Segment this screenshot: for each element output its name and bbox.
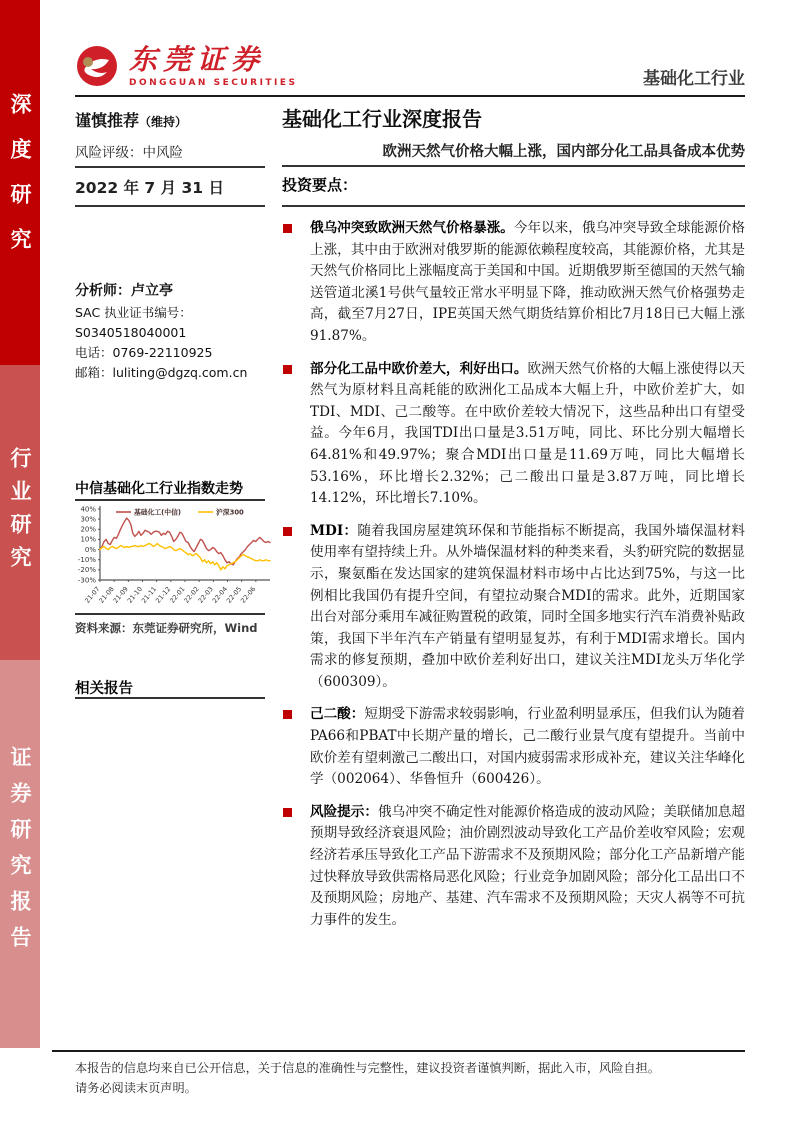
sac-label: SAC 执业证书编号： (75, 305, 192, 320)
sidebar-section-label: 深度研究 (8, 92, 32, 273)
sidebar-section-2 (0, 660, 40, 1048)
industry-tag: 基础化工行业 (643, 69, 745, 89)
related-reports-divider (75, 697, 265, 699)
key-point-text: 今年以来，俄乌冲突导致全球能源价格上涨，其中由于欧洲对俄罗斯的能源依赖程度较高，其能源价格，尤其是天然气价格同比上涨幅度高于美国和中国。近期俄罗斯至德国的天然气输送管道北溪1号供气量较正常水平明显下降，推动欧洲天然气价格强势走高，截至7月27日，IPE英国天然气期货结算价相比7月18日已大幅上涨91.87%。 (310, 220, 745, 344)
key-point-lead: 己二酸： (310, 706, 365, 723)
key-point-0 (282, 218, 745, 348)
related-reports-heading: 相关报告 (75, 681, 133, 697)
key-points-heading: 投资要点： (282, 176, 358, 194)
svg-text:22-06: 22-06 (239, 585, 258, 605)
key-point-text: 俄乌冲突不确定性对能源价格造成的波动风险；美联储加息超预期导致经济衰退风险；油价剧烈波动导致化工产品价差收窄风险；宏观经济若承压导致化工产品下游需求不及预期风险；部分化工产品新增产能过快释放导致供需格局恶化风险；行业竞争加剧风险；部分化工品出口不及预期风险；房地产、基建、汽车需求不及预期风险；天灾人祸等不可抗力事件的发生。 (310, 803, 745, 928)
key-point-lead: 部分化工品中欧价差大，利好出口。 (310, 360, 528, 377)
rating-suffix: （维持） (139, 115, 188, 129)
sidebar-section-0 (0, 0, 40, 365)
chart-title: 中信基础化工行业指数走势 (75, 481, 243, 497)
key-point-text: 短期受下游需求较弱影响，行业盈利明显承压，但我们认为随着PA66和PBAT中长期产量的增长，己二酸行业景气度有望提升。当前中欧价差有望刺激己二酸出口，对国内疲弱需求形成补充，建议关注华峰化学（002064）、华鲁恒升（600426）。 (310, 706, 745, 788)
sidebar (0, 0, 40, 1048)
key-point-lead: 俄乌冲突致欧洲天然气价格暴涨。 (310, 220, 514, 236)
svg-text:21-12: 21-12 (154, 585, 173, 605)
brand-name-en: DONGGUAN SECURITIES (129, 78, 298, 88)
analyst-name: 分析师：卢立亭 (75, 283, 173, 299)
footer-line-2: 请务必阅读末页声明。 (75, 1081, 197, 1095)
report-date: 2022 年 7 月 31 日 (75, 179, 224, 197)
sidebar-section-label: 证券研究报告 (8, 746, 32, 962)
svg-text:沪深300: 沪深300 (216, 508, 244, 517)
report-title: 基础化工行业深度报告 (282, 107, 482, 131)
sidebar-section-1 (0, 365, 40, 660)
svg-text:40%: 40% (80, 505, 96, 514)
svg-text:20%: 20% (80, 525, 96, 534)
rating-label: 谨慎推荐 (75, 111, 140, 130)
key-point-lead: MDI： (310, 522, 358, 539)
footer-divider (52, 1050, 745, 1052)
bullet-square-icon (283, 224, 292, 233)
key-point-lead: 风险提示： (310, 803, 378, 820)
brand-logo-icon (75, 44, 119, 88)
svg-text:22-05: 22-05 (224, 585, 244, 605)
bullet-square-icon (283, 808, 292, 817)
brand-name-cn: 东莞证券 (129, 43, 266, 76)
key-point-3 (282, 704, 745, 790)
brand-logo (75, 44, 298, 88)
svg-text:21-09: 21-09 (111, 585, 130, 605)
chart-divider-bottom (75, 613, 265, 615)
risk-level: 风险评级：中风险 (75, 145, 183, 161)
svg-text:22-03: 22-03 (196, 585, 215, 605)
report-subtitle: 欧洲天然气价格大幅上涨，国内部分化工品具备成本优势 (382, 144, 745, 160)
svg-text:22-04: 22-04 (210, 585, 230, 605)
svg-text:10%: 10% (80, 535, 96, 544)
header-divider (75, 95, 745, 97)
analyst-block (75, 281, 247, 383)
sac-number: S0340518040001 (75, 325, 187, 340)
svg-text:21-08: 21-08 (97, 585, 116, 605)
index-line-chart (70, 502, 275, 616)
svg-text:22-02: 22-02 (182, 585, 201, 605)
chart-source: 资料来源：东莞证券研究所，Wind (75, 621, 258, 635)
left-divider-1 (75, 166, 265, 168)
bullet-square-icon (283, 527, 292, 536)
analyst-phone: 电话：0769-22110925 (75, 345, 213, 360)
svg-text:-20%: -20% (77, 566, 96, 575)
main-divider-1 (282, 165, 745, 167)
key-point-2 (282, 521, 745, 694)
svg-text:30%: 30% (80, 515, 96, 524)
left-divider-2 (75, 205, 265, 207)
main-divider-2 (282, 205, 745, 207)
rating (75, 108, 187, 131)
svg-text:21-07: 21-07 (83, 585, 102, 605)
svg-text:21-11: 21-11 (139, 585, 159, 605)
svg-text:0%: 0% (84, 545, 96, 554)
key-point-1 (282, 359, 745, 510)
bullet-list (282, 218, 745, 942)
bullet-square-icon (283, 710, 292, 719)
key-point-4 (282, 802, 745, 932)
analyst-email: 邮箱：luliting@dgzq.com.cn (75, 365, 248, 380)
footer-line-1: 本报告的信息均来自已公开信息，关于信息的准确性与完整性，建议投资者谨慎判断，据此入市，风险自担。 (75, 1061, 660, 1075)
sidebar-section-label: 行业研究 (8, 446, 32, 579)
key-point-text: 随着我国房屋建筑环保和节能指标不断提高，我国外墙保温材料使用率有望持续上升。从外墙保温材料的种类来看，头豹研究院的数据显示，聚氨酯在发达国家的建筑保温材料市场中占比达到75%，与这一比例相比我国仍有提升空间，有望拉动聚合MDI的需求。此外，近期国家出台对部分乘用车减征购置税的政策，同时全国多地实行汽车消费补贴政策，我国下半年汽车产销量有望明显复苏，有利于MDI需求增长。国内需求的修复预期，叠加中欧价差利好出口，建议关注MDI龙头万华化学（600309）。 (310, 522, 745, 690)
key-point-text: 欧洲天然气价格的大幅上涨使得以天然气为原材料且高耗能的欧洲化工品成本大幅上升，中欧价差扩大，如TDI、MDI、己二酸等。在中欧价差较大情况下，这些品种出口有望受益。今年6月，我国TDI出口量是3.51万吨，同比、环比分别大幅增长64.81%和49.97%；聚合MDI出口量是11.69万吨，同比大幅增长53.16%，环比增长2.32%；己二酸出口量是3.87万吨，同比增长14.12%，环比增长7.10%。 (310, 360, 745, 507)
footer-disclaimer (75, 1058, 745, 1098)
svg-text:-30%: -30% (77, 576, 96, 585)
svg-text:22-01: 22-01 (168, 585, 187, 605)
svg-text:21-10: 21-10 (125, 585, 145, 605)
svg-text:-10%: -10% (77, 556, 96, 565)
chart-divider-top (75, 499, 265, 501)
bullet-square-icon (283, 365, 292, 374)
svg-text:基础化工(中信): 基础化工(中信) (134, 508, 181, 517)
